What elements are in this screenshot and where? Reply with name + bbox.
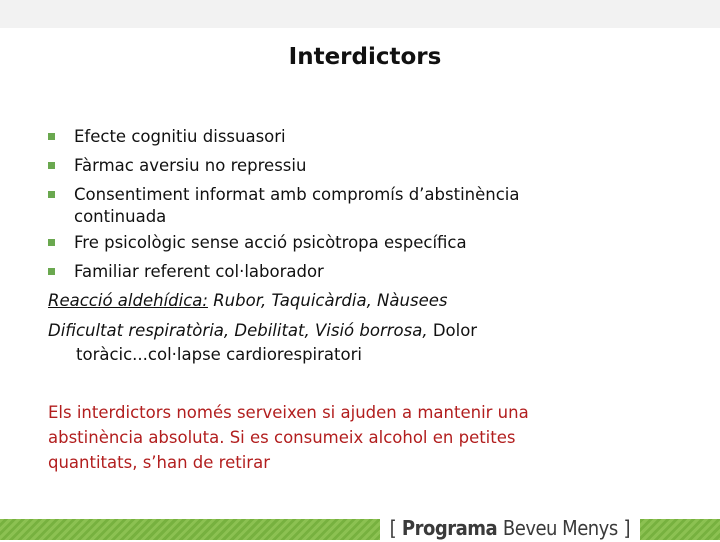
reaction-line xyxy=(48,286,608,315)
program-logo xyxy=(380,515,640,542)
square-bullet-icon xyxy=(48,180,74,209)
bullet-text: Fre psicològic sense acció psicòtropa específica xyxy=(74,233,467,252)
bullet-item xyxy=(48,122,608,151)
bullet-content xyxy=(48,122,608,367)
bullet-text: Fàrmac aversiu no repressiu xyxy=(74,156,307,175)
square-bullet-icon xyxy=(48,228,74,257)
logo-part1: Programa xyxy=(401,516,498,540)
bullet-item xyxy=(48,180,608,228)
bullet-text: Familiar referent col·laborador xyxy=(74,262,324,281)
reaction-symptoms-italic: Dificultat respiratòria, Debilitat, Visió borrosa, xyxy=(48,321,428,340)
square-bullet-icon xyxy=(48,257,74,286)
warning-note: Els interdictors només serveixen si ajuden a mantenir una abstinència absoluta. Si es consumeix alcohol en petites quantitats, s’han de retirar xyxy=(48,403,529,472)
reaction-symptoms-rest: Dolor toràcic...col·lapse cardiorespiratori xyxy=(76,321,478,364)
slide-title: Interdictors xyxy=(288,44,442,70)
bullet-item xyxy=(48,257,608,286)
square-bullet-icon xyxy=(48,122,74,151)
logo-bracket-close: ] xyxy=(623,516,630,540)
logo-bracket-open: [ xyxy=(389,516,397,540)
top-band xyxy=(0,0,720,28)
bullet-item xyxy=(48,151,608,180)
square-bullet-icon xyxy=(48,151,74,180)
logo-part2: Beveu Menys xyxy=(502,516,618,540)
bullet-item xyxy=(48,228,608,257)
bullet-text: Efecte cognitiu dissuasori xyxy=(74,127,286,146)
reaction-label: Reacció aldehídica: xyxy=(48,291,208,310)
bullet-text: Consentiment informat amb compromís d’abstinència continuada xyxy=(74,185,520,226)
reaction-symptoms-continued xyxy=(48,319,608,367)
reaction-symptoms: Rubor, Taquicàrdia, Nàusees xyxy=(207,291,448,310)
